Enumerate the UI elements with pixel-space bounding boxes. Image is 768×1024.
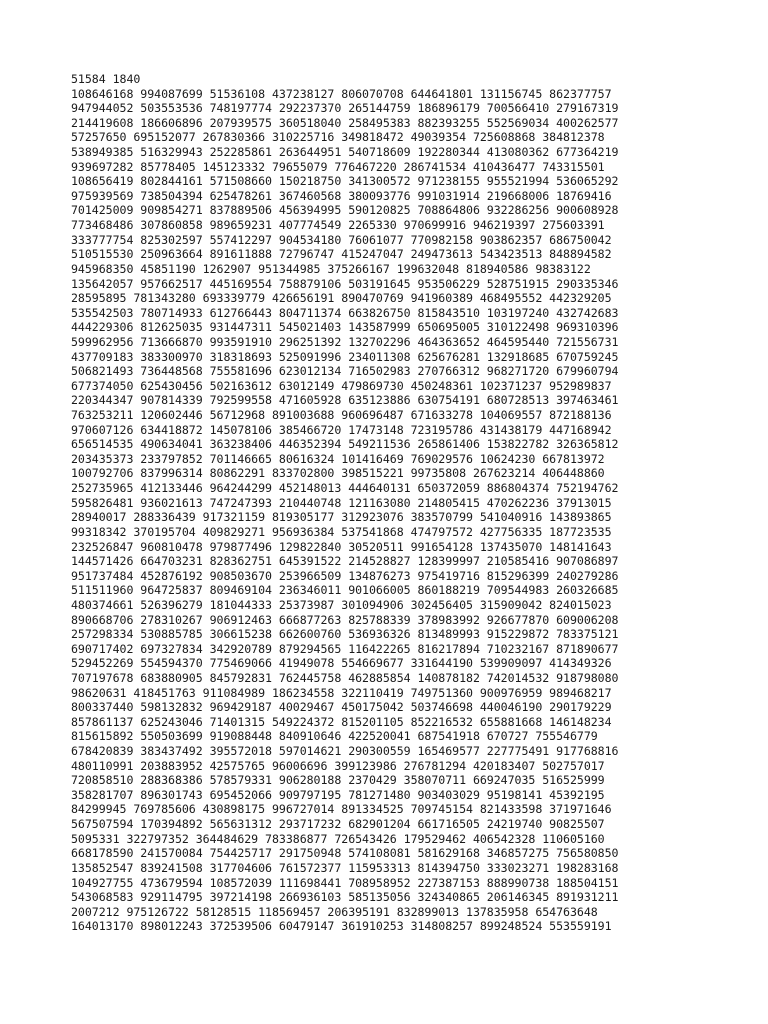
number-row: 28595895 781343280 693339779 426656191 890470769 941960389 468495552 442329205: [71, 291, 612, 306]
number-row: 815615892 550503699 919088448 840910646 422520041 687541918 670727 755546779: [71, 729, 598, 744]
number-row: 358281707 896301743 695452066 909797195 781271480 903403029 95198141 45392195: [71, 787, 605, 802]
number-row: 232526847 960810478 979877496 129822840 30520511 991654128 137435070 148141643: [71, 539, 612, 554]
number-row: 529452269 554594370 775469066 41949078 554669677 331644190 539909097 414349326: [71, 656, 612, 671]
number-row: 763253211 120602446 56712968 891003688 960696487 671633278 104069557 872188136: [71, 408, 612, 423]
number-row: 567507594 170394892 565631312 293717232 682901204 661716505 24219740 90825507: [71, 817, 605, 832]
number-row: 511511960 964725837 809469104 236346011 901066005 860188219 709544983 260326685: [71, 583, 619, 598]
number-row: 203435373 233797852 701146665 80616324 101416469 769029576 10624230 667813972: [71, 451, 605, 466]
number-row: 800337440 598132832 969429187 40029467 450175042 503746698 440046190 290179229: [71, 700, 612, 715]
number-row: 701425009 909854271 837889506 456394995 590120825 708864806 932286256 900608928: [71, 203, 619, 218]
number-row: 656514535 490634041 363238406 446352394 549211536 265861406 153822782 326365812: [71, 437, 619, 452]
number-row: 28940017 288336439 917321159 819305177 312923076 383570799 541040916 143893865: [71, 510, 612, 525]
number-row: 84299945 769785606 430898175 996727014 891334525 709745154 821433598 371971646: [71, 802, 612, 817]
number-row: 257298334 530885785 306615238 662600760 536936326 813489993 915229872 783375121: [71, 627, 619, 642]
number-row: 100792706 837996314 80862291 833702800 398515221 99735808 267623214 406448860: [71, 466, 605, 481]
number-row: 444229306 812625035 931447311 545021403 143587999 650695005 310122498 969310396: [71, 320, 619, 335]
number-row: 975939569 738504394 625478261 367460568 380093776 991031914 219668006 18769416: [71, 188, 612, 203]
number-row: 595826481 936021613 747247393 210440748 121163080 214805415 470262236 37913015: [71, 495, 612, 510]
number-row: 480374661 526396279 181044333 25373987 301094906 302456405 315909042 824015023: [71, 597, 612, 612]
number-row: 333777754 825302597 557412297 904534180 76061077 770982158 903862357 686750042: [71, 232, 612, 247]
number-row: 945968350 45851190 1262907 951344985 375266167 199632048 818940586 98383122: [71, 261, 591, 276]
number-row: 951737484 452876192 908503670 253966509 134876273 975419716 815296399 240279286: [71, 568, 619, 583]
number-row: 220344347 907814339 792599558 471605928 635123886 630754191 680728513 397463461: [71, 393, 619, 408]
number-row: 690717402 697327834 342920789 879294565 116422265 816217894 710232167 871890677: [71, 641, 619, 656]
number-row: 678420839 383437492 395572018 597014621 290300559 165469577 227775491 917768816: [71, 744, 619, 759]
header-line: 51584 1840: [71, 72, 141, 86]
number-row: 214419608 186606896 207939575 360518040 258495383 882393255 552569034 400262577: [71, 115, 619, 130]
number-row: 890668706 278310267 906912463 666877263 825788339 378983992 926677870 609006208: [71, 612, 619, 627]
number-row: 108656419 802844161 571508660 150218750 341300572 971238155 955521994 536065292: [71, 174, 619, 189]
number-row: 510515530 250963664 891611888 72796747 415247047 249473613 543423513 848894582: [71, 247, 612, 262]
number-row: 480110991 203883952 42575765 96006696 399123986 276781294 420183407 502757017: [71, 758, 605, 773]
number-row: 535542503 780714933 612766443 804711374 663826750 815843510 103197240 432742683: [71, 305, 619, 320]
number-row: 108646168 994087699 51536108 437238127 806070708 644641801 131156745 862377757: [71, 86, 612, 101]
number-row: 104927755 473679594 108572039 111698441 708958952 227387153 888990738 188504151: [71, 875, 619, 890]
number-row: 599962956 713666870 993591910 296251392 132702296 464363652 464595440 721556731: [71, 334, 619, 349]
number-row: 720858510 288368386 578579331 906280188 2370429 358070711 669247035 516525999: [71, 773, 605, 788]
number-row: 437709183 383300970 318318693 525091996 234011308 625676281 132918685 670759245: [71, 349, 619, 364]
number-row: 707197678 683880905 845792831 762445758 462885854 140878182 742014532 918798080: [71, 670, 619, 685]
number-row: 135642057 957662517 445169554 758879106 503191645 953506229 528751915 290335346: [71, 276, 619, 291]
number-row: 99318342 370195704 409829271 956936384 537541868 474797572 427756335 187723535: [71, 524, 612, 539]
number-row: 543068583 929114795 397214198 266936103 585135056 324340865 206146345 891931211: [71, 890, 619, 905]
number-row: 506821493 736448568 755581696 623012134 716502983 270766312 968271720 679960794: [71, 364, 619, 379]
number-row: 164013170 898012243 372539506 60479147 361910253 314808257 899248524 553559191: [71, 919, 612, 934]
number-row: 144571426 664703231 828362751 645391522 214528827 128399997 210585416 907086897: [71, 554, 619, 569]
number-row: 677374050 625430456 502163612 63012149 479869730 450248361 102371237 952989837: [71, 378, 612, 393]
number-row: 98620631 418451763 911084989 186234558 322110419 749751360 900976959 989468217: [71, 685, 612, 700]
number-row: 668178590 241570084 754425717 291750948 574108081 581629168 346857275 756580850: [71, 846, 619, 861]
number-row: 947944052 503553536 748197774 292237370 265144759 186896179 700566410 279167319: [71, 101, 619, 116]
number-row: 5095331 322797352 364484629 783386877 726543426 179529462 406542328 110605160: [71, 831, 605, 846]
number-row: 252735965 412133446 964244299 452148013 444640131 650372059 886804374 752194762: [71, 481, 619, 496]
number-row: 57257650 695152077 267830366 310225716 349818472 49039354 725608868 384812378: [71, 130, 605, 145]
number-row: 135852547 839241508 317704606 761572377 115953313 814394750 333023271 198283168: [71, 860, 619, 875]
number-row: 857861137 625243046 71401315 549224372 815201105 852216532 655881668 146148234: [71, 714, 612, 729]
number-row: 773468486 307860858 989659231 407774549 2265330 970699916 946219397 275603391: [71, 218, 605, 233]
number-row: 939697282 85778405 145123332 79655079 776467220 286741534 410436477 743315501: [71, 159, 605, 174]
number-row: 2007212 975126722 58128515 118569457 206395191 832899013 137835958 654763648: [71, 904, 598, 919]
number-row: 538949385 516329943 252285861 263644951 540718609 192280344 413080362 677364219: [71, 145, 619, 160]
number-list: [71, 72, 761, 934]
number-row: 970607126 634418872 145078106 385466720 17473148 723195786 431438179 447168942: [71, 422, 612, 437]
